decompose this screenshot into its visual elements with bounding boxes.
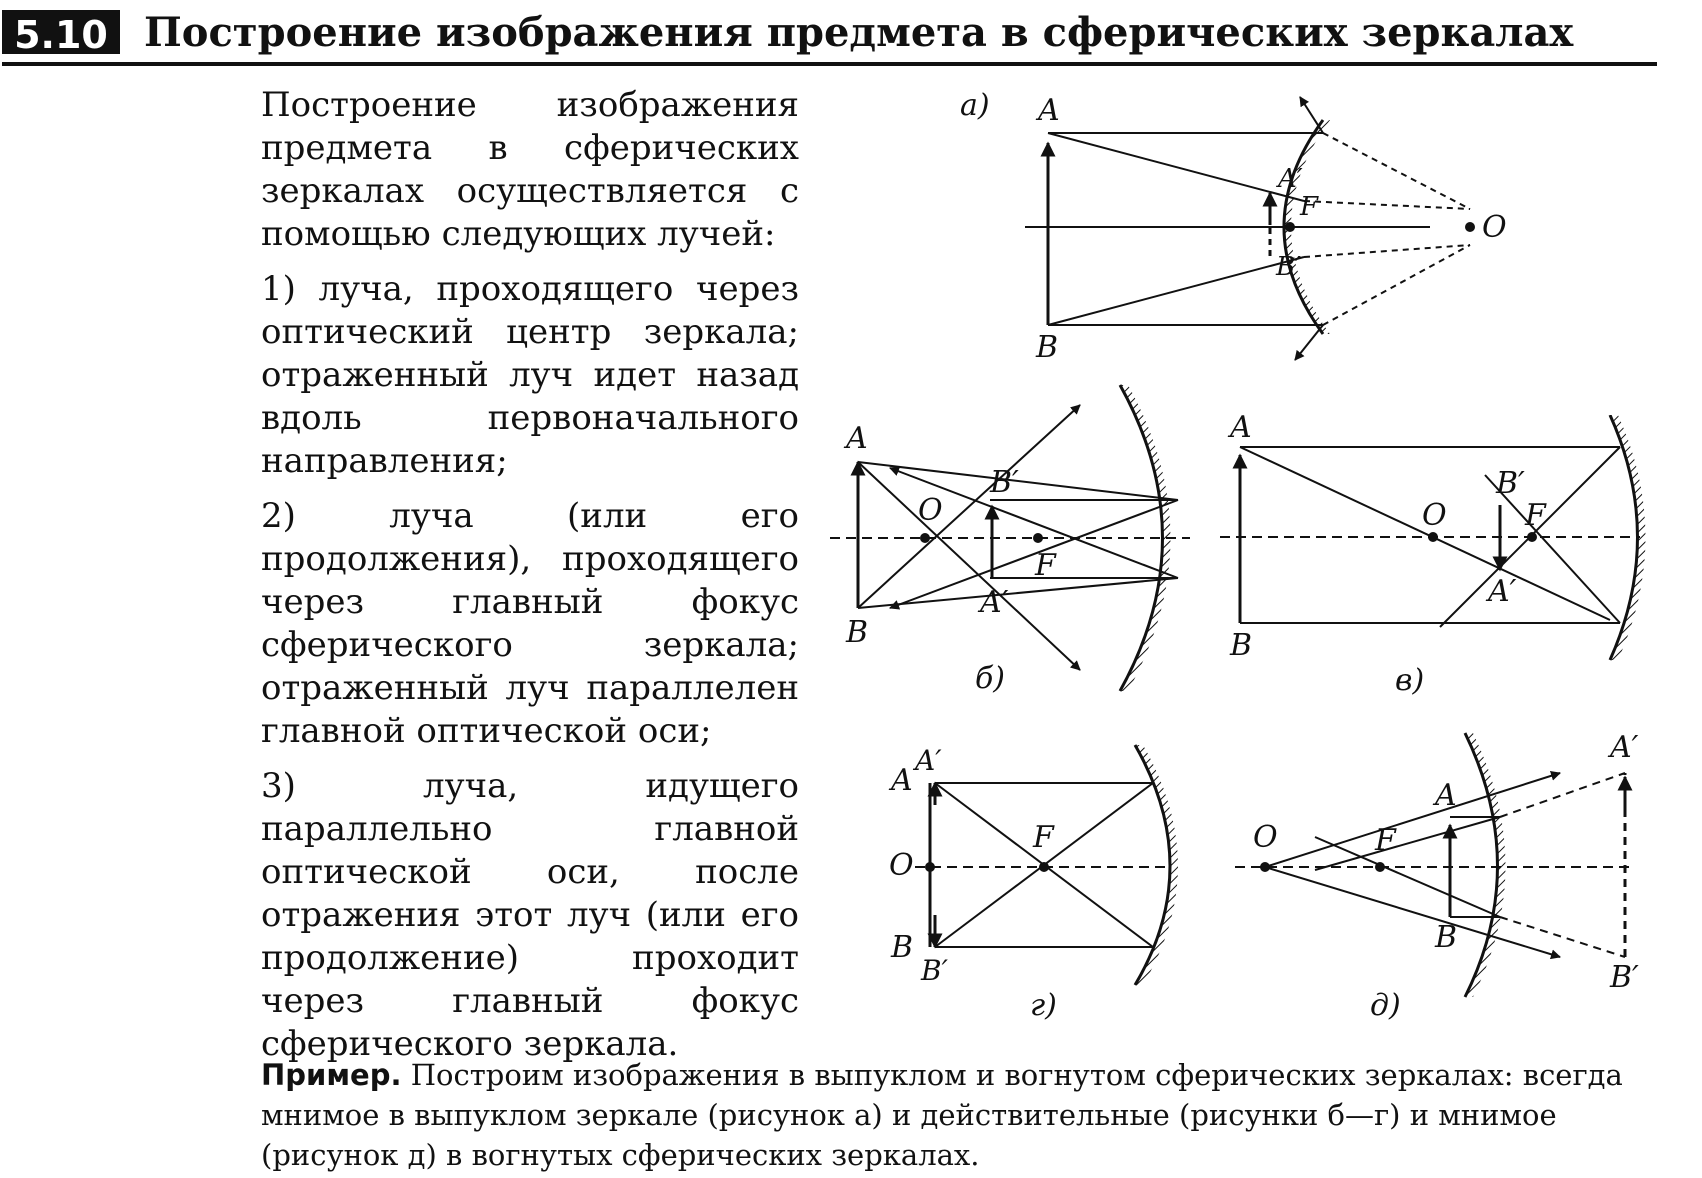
header-rule <box>2 62 1657 66</box>
label-a: A <box>846 421 868 456</box>
label-o: O <box>918 493 943 528</box>
focus-point <box>1039 862 1049 872</box>
label-b-prime: B′ <box>1496 466 1525 501</box>
label-f: F <box>1035 548 1056 583</box>
figure-caption: в) <box>1395 663 1425 698</box>
label-o: O <box>1253 820 1278 855</box>
section-number-badge: 5.10 <box>2 10 120 54</box>
body-text-column <box>261 84 799 1078</box>
label-a-prime: A′ <box>1488 574 1517 609</box>
label-b-prime: B′ <box>1276 252 1302 282</box>
figure-a <box>940 85 1560 375</box>
intro-paragraph: Построение изображения предмета в сферических зеркалах осуществляется с помощью следующих лучей: <box>261 85 799 254</box>
label-a: A <box>1038 93 1060 128</box>
rule-1-paragraph: 1) луча, проходящего через оптический центр зеркала; отраженный луч идет назад вдоль первоначального направления; <box>261 269 799 481</box>
label-a: A <box>1435 778 1457 813</box>
center-point <box>1465 222 1475 232</box>
focus-point <box>1375 862 1385 872</box>
center-point <box>925 862 935 872</box>
figure-caption: г) <box>1030 988 1057 1023</box>
center-point <box>1428 532 1438 542</box>
section-header <box>2 6 1657 64</box>
label-b: B <box>1036 330 1059 365</box>
label-f: F <box>1375 823 1396 858</box>
label-b-prime: B′ <box>990 465 1019 500</box>
label-b-prime: B′ <box>921 954 948 987</box>
label-b: B <box>1230 628 1253 663</box>
figure-d <box>1235 725 1655 1030</box>
label-a-prime: A′ <box>1278 164 1303 194</box>
label-o: O <box>1422 498 1447 533</box>
label-a-prime: A′ <box>915 744 942 777</box>
label-f: F <box>1033 820 1054 855</box>
label-a: A <box>891 763 913 798</box>
figure-b <box>830 380 1210 710</box>
rule-2-paragraph: 2) луча (или его продолжения), проходящего через главный фокус сферического зеркала; отраженный луч параллелен главной оптической оси; <box>261 496 799 751</box>
label-f: F <box>1525 498 1546 533</box>
label-o: O <box>1482 210 1507 245</box>
label-a: A <box>1230 415 1252 445</box>
figure-v <box>1220 415 1650 710</box>
label-b: B <box>846 615 869 650</box>
focus-point <box>1527 532 1537 542</box>
concave-mirror <box>1465 733 1498 997</box>
label-o: O <box>889 848 914 883</box>
example-lead: Пример. <box>261 1058 402 1092</box>
label-a-prime: A′ <box>1610 730 1639 765</box>
page-title: Построение изображения предмета в сферических зеркалах <box>144 9 1574 56</box>
label-b: B <box>891 930 914 965</box>
label-a-prime: A′ <box>980 585 1009 620</box>
concave-mirror <box>1135 745 1170 985</box>
figure-caption: д) <box>1370 988 1401 1023</box>
focus-point <box>1285 222 1295 232</box>
label-b: B <box>1435 920 1458 955</box>
example-paragraph <box>261 1055 1661 1175</box>
center-point <box>920 533 930 543</box>
label-f: F <box>1300 192 1319 222</box>
rule-3-paragraph: 3) луча, идущего параллельно главной оптической оси, после отражения этот луч (или его продолжение) проходит через главный фокус сферического зеркала. <box>261 766 799 1064</box>
label-b-prime: B′ <box>1610 960 1639 995</box>
focus-point <box>1033 533 1043 543</box>
ray-b-center <box>1048 257 1304 325</box>
figure-caption: б) <box>975 661 1006 696</box>
figure-caption: а) <box>960 88 990 123</box>
figure-g <box>885 735 1210 1025</box>
ray-a-center <box>1048 133 1304 201</box>
center-point <box>1260 862 1270 872</box>
example-text: Построим изображения в выпуклом и вогнутом сферических зеркалах: всегда мнимое в выпуклом зеркале (рисунок а) и действительные (рисунки б—г) и мнимое (рисунок д) в вогнутых сферических зеркалах. <box>261 1058 1623 1172</box>
